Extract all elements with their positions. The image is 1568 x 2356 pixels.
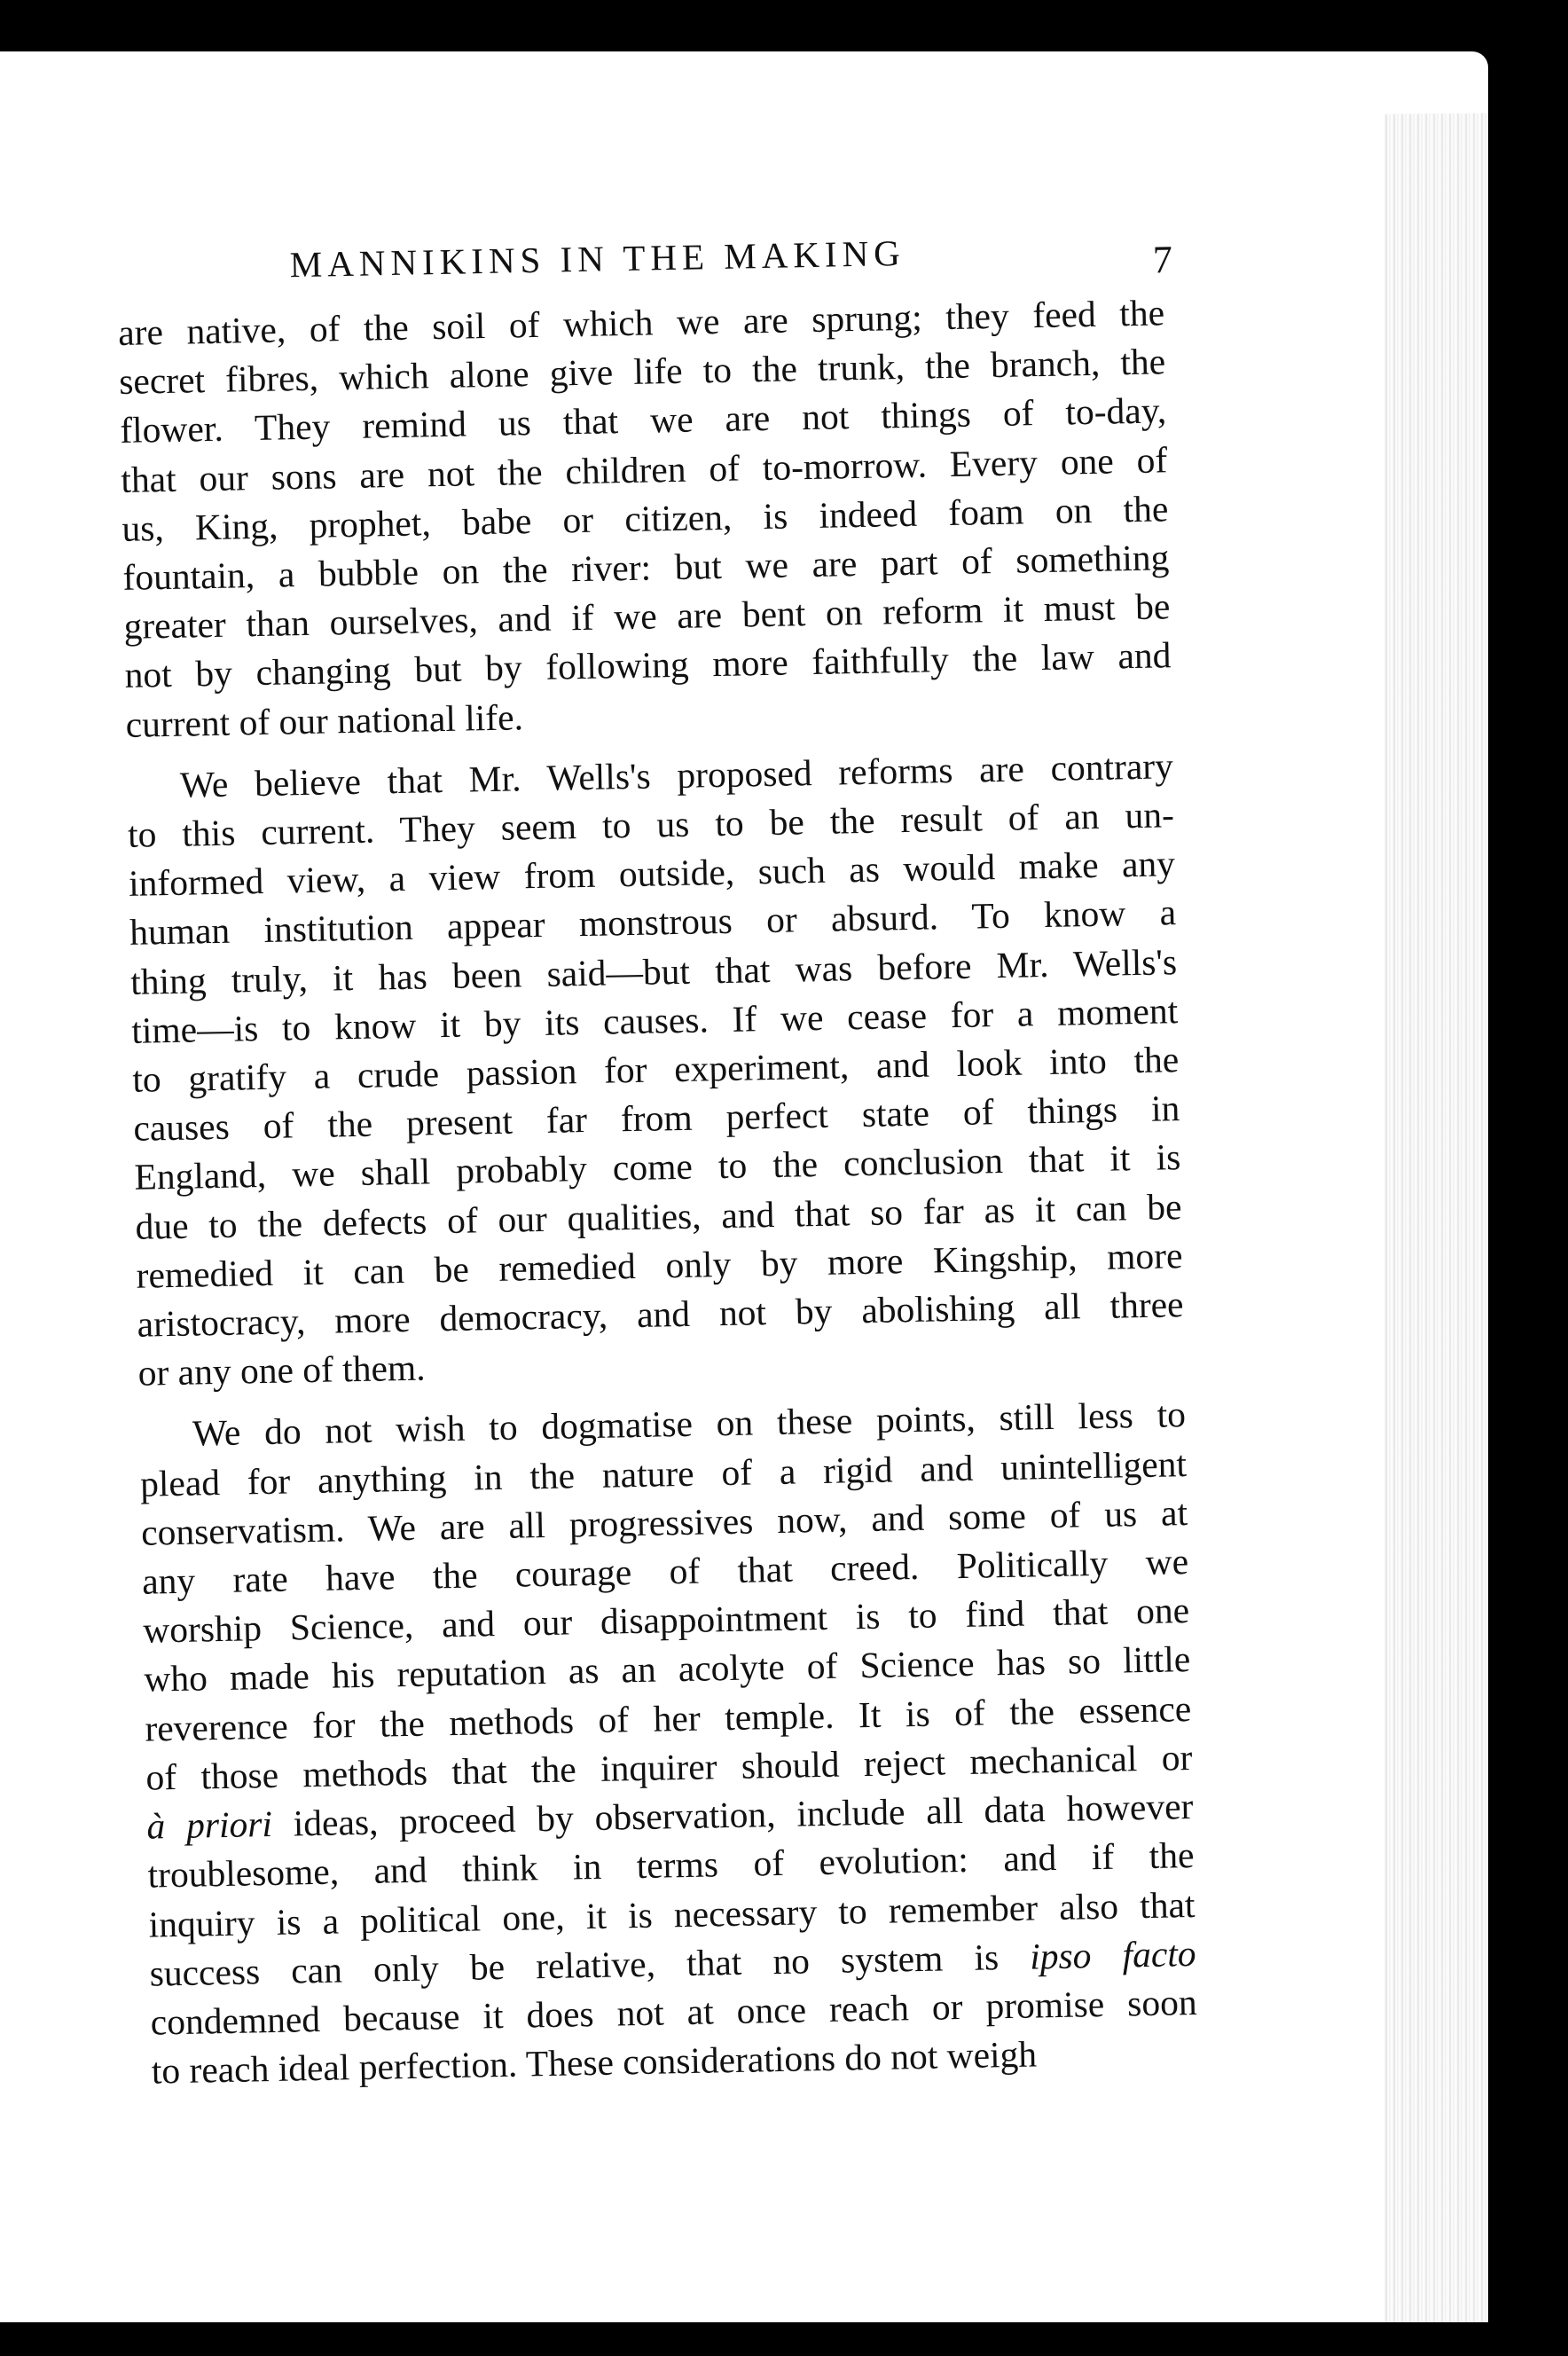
text-line: to reach ideal perfection. These considerations do not weigh — [151, 2033, 1038, 2092]
text-line: inquiry is a political one, it is necessary to remember also that — [148, 1883, 1196, 1945]
text-line: We believe that Mr. Wells's proposed reforms are contrary — [179, 745, 1174, 805]
text-line: due to the defects of our qualities, and that so far as it can be — [135, 1185, 1182, 1247]
text-line: flower. They remind us that we are not things of to-day, — [119, 389, 1167, 452]
text-line: current of our national life. — [125, 695, 524, 745]
text-line: England, we shall probably come to the conclusion that it is — [134, 1136, 1181, 1198]
paragraph-3 — [139, 1391, 1199, 2096]
text-fragment: success can only be relative, that no system is — [149, 1936, 1031, 1994]
scan-speck — [1468, 9, 1480, 23]
page-number: 7 — [1152, 238, 1173, 282]
text-line: not by changing but by following more faithfully the law and — [124, 634, 1172, 696]
text-line: us, King, prophet, babe or citizen, is indeed foam on the — [122, 488, 1169, 549]
text-line: time—is to know it by its causes. If we cease for a moment — [130, 990, 1179, 1051]
text-line: remedied it can be remedied only by more Kingship, more — [136, 1234, 1183, 1296]
italic-phrase: ipso facto — [1029, 1932, 1196, 1977]
text-line: condemned because it does not at once reach or promise soon — [150, 1981, 1197, 2043]
text-line: thing truly, it has been said—but that was before Mr. Wells's — [129, 940, 1178, 1002]
text-line: greater than ourselves, and if we are bent on reform it must be — [123, 585, 1171, 648]
text-line: worship Science, and our disappointment is to find that one — [142, 1590, 1190, 1651]
text-line: plead for anything in the nature of a rigid and unintelligent — [139, 1442, 1188, 1504]
text-line: troublesome, and think in terms of evolution: and if the — [147, 1834, 1195, 1896]
paragraph-1 — [118, 288, 1172, 749]
text-line: We do not wish to dogmatise on these points, still less to — [192, 1394, 1187, 1455]
text-line: conservatism. We are all progressives now, and some of us at — [140, 1491, 1188, 1553]
text-line: informed view, a view from outside, such as would make any — [128, 843, 1176, 905]
text-line: or any one of them. — [137, 1347, 426, 1394]
text-line: who made his reputation as an acolyte of Science has so little — [143, 1638, 1191, 1700]
text-line: to this current. They seem to us to be the result of an un- — [127, 794, 1175, 855]
text-line: reverence for the methods of her temple. It is of the essence — [144, 1687, 1192, 1749]
page-edge-stack — [1384, 113, 1488, 2322]
text-line: to gratify a crude passion for experiment, and look into the — [131, 1039, 1180, 1100]
text-line: are native, of the soil of which we are sprung; they feed the — [117, 292, 1165, 353]
text-line: aristocracy, more democracy, and not by abolishing all three — [137, 1284, 1184, 1345]
italic-phrase: à priori — [146, 1803, 273, 1847]
text-line: human institution appear monstrous or absurd. To know a — [129, 891, 1177, 954]
running-title: MANNIKINS IN THE MAKING — [289, 232, 906, 286]
text-block — [115, 164, 1198, 2096]
text-line: fountain, a bubble on the river: but we are part of something — [122, 537, 1170, 598]
scan-speck — [572, 20, 577, 25]
text-fragment: ideas, proceed by observation, include all data however — [271, 1786, 1194, 1845]
paragraph-2 — [126, 742, 1185, 1398]
text-line: of those methods that the inquirer should reject mechanical or — [145, 1736, 1193, 1798]
text-line: that our sons are not the children of to-morrow. Every one of — [120, 438, 1168, 500]
text-line: any rate have the courage of that creed. Politically we — [141, 1541, 1189, 1602]
text-line: secret fibres, which alone give life to the trunk, the branch, the — [118, 341, 1166, 403]
book-page — [0, 51, 1488, 2322]
running-head — [115, 164, 1173, 309]
text-line: causes of the present far from perfect state of things in — [132, 1088, 1180, 1150]
